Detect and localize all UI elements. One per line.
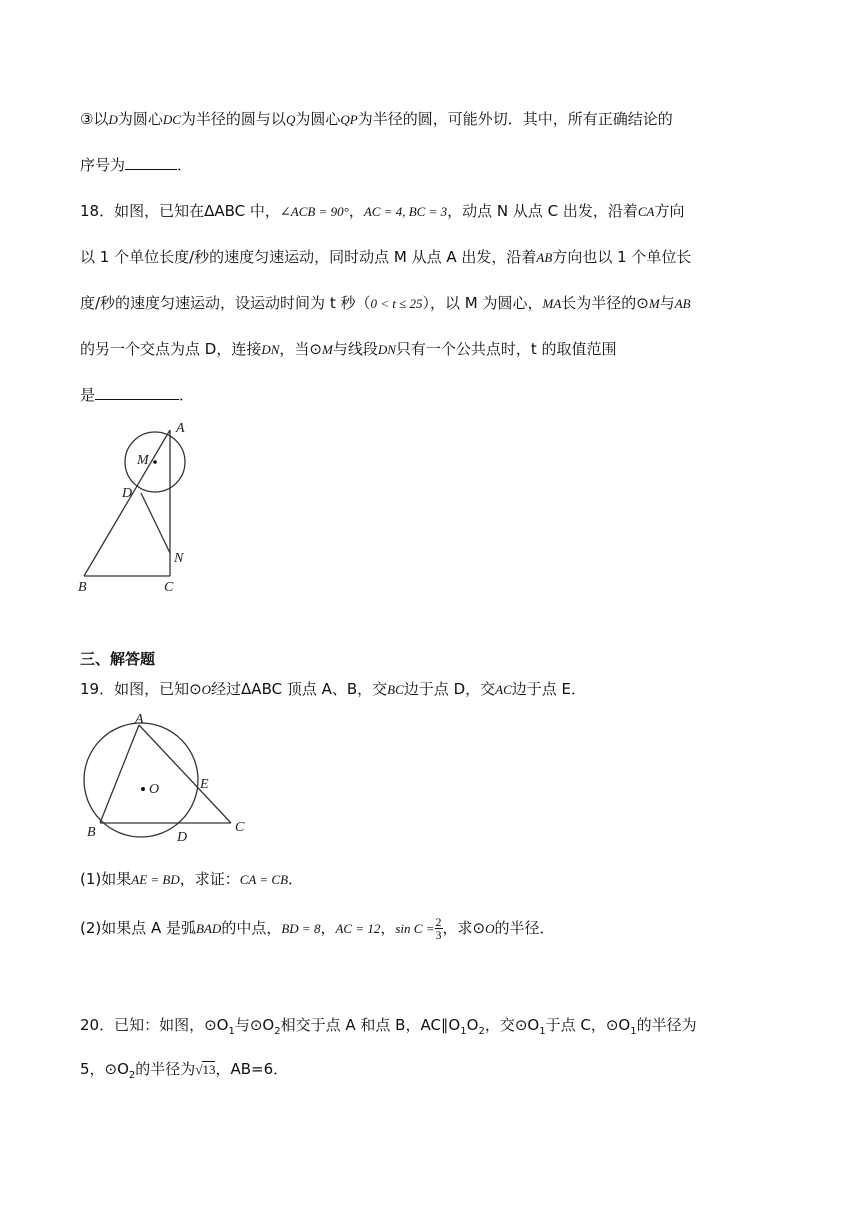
label-c: C <box>164 580 174 595</box>
q18-line-1 <box>80 200 685 223</box>
text: (1)如果 <box>80 870 132 888</box>
text: 长为半径的⊙ <box>561 294 649 312</box>
text: 的半径为 <box>135 1060 196 1078</box>
label-o: O <box>149 782 160 797</box>
q19-line-1 <box>80 678 586 701</box>
text: ，交⊙O <box>484 1016 540 1034</box>
label-n: N <box>174 551 184 566</box>
text: 序号为 <box>80 156 126 174</box>
math: DC <box>162 112 181 127</box>
section-title <box>80 648 155 670</box>
text: ），以 M 为圆心， <box>422 294 543 312</box>
text: ，当⊙ <box>279 340 322 358</box>
text: (2)如果点 A 是弧 <box>80 919 197 937</box>
q19-part-2 <box>80 916 554 941</box>
text: 19．如图，已知⊙ <box>80 680 202 698</box>
text: ，求⊙ <box>442 919 486 937</box>
text: ， <box>380 919 396 937</box>
text: ，求证： <box>179 870 240 888</box>
text: 与线段 <box>332 340 378 358</box>
label-a: A <box>176 421 185 436</box>
q20-line-2 <box>80 1058 288 1087</box>
text: 与 <box>659 294 675 312</box>
math: O <box>485 921 495 936</box>
subscript: 1 <box>228 1026 235 1037</box>
text: 与⊙O <box>234 1016 275 1034</box>
math: AE = BD <box>131 872 180 887</box>
text: 相交于点 A 和点 B，AC∥O <box>280 1016 461 1034</box>
center-dot <box>153 460 157 464</box>
label-a: A <box>135 712 144 727</box>
text: 方向 <box>654 202 685 220</box>
text: 三、解答题 <box>80 650 156 668</box>
label-e: E <box>200 777 209 792</box>
label-d: D <box>177 830 188 845</box>
subscript: 1 <box>630 1026 637 1037</box>
math: BC <box>387 682 404 697</box>
math: Q <box>285 112 296 127</box>
q18-line-4 <box>80 338 617 361</box>
text: 的中点， <box>221 919 282 937</box>
text: 的另一个交点为点 D，连接 <box>80 340 262 358</box>
denominator: 3 <box>435 928 442 942</box>
math: BAD <box>196 921 222 936</box>
text: 为圆心 <box>295 110 341 128</box>
math: 0 < t ≤ 25 <box>370 296 423 311</box>
label-b: B <box>87 825 96 840</box>
text: 方向也以 1 个单位长 <box>552 248 692 266</box>
text: 20．已知：如图，⊙O <box>80 1016 229 1034</box>
radicand: 13 <box>202 1062 216 1077</box>
subscript: 2 <box>478 1026 485 1037</box>
math: DN <box>377 342 396 357</box>
label-c: C <box>235 820 245 835</box>
segment-ab <box>100 725 139 823</box>
subscript: 1 <box>460 1026 467 1037</box>
q17-line-2 <box>80 154 192 176</box>
math: QP <box>340 112 358 127</box>
text: 边于点 D，交 <box>403 680 496 698</box>
text: ． <box>177 156 193 174</box>
answer-blank[interactable] <box>125 154 177 170</box>
answer-blank[interactable] <box>95 384 179 400</box>
math: AB <box>674 296 691 311</box>
math: D <box>108 112 118 127</box>
sqrt: √13 <box>195 1062 216 1077</box>
text: 为圆心 <box>117 110 163 128</box>
text: 18．如图，已知在ΔABC 中， <box>80 202 280 220</box>
math: M <box>321 342 333 357</box>
text: O <box>466 1016 479 1034</box>
text: 是 <box>80 386 96 404</box>
numerator: 2 <box>435 915 442 929</box>
fraction <box>435 916 443 941</box>
text: ， <box>320 919 336 937</box>
math: sin C = <box>395 921 435 936</box>
math: AC = 12 <box>335 921 381 936</box>
segment-ac <box>139 725 231 823</box>
text: 的半径． <box>494 919 555 937</box>
text: 5，⊙O <box>80 1060 129 1078</box>
text: 的半径为 <box>636 1016 697 1034</box>
label-d: D <box>122 486 133 501</box>
subscript: 1 <box>539 1026 546 1037</box>
q18-line-2 <box>80 246 691 269</box>
q20-line-1 <box>80 1014 697 1043</box>
text: ，AB=6． <box>215 1060 289 1078</box>
subscript: 2 <box>274 1026 281 1037</box>
center-dot <box>141 787 145 791</box>
math: AB <box>536 250 553 265</box>
text: ③以 <box>80 110 109 128</box>
label-m: M <box>137 453 149 468</box>
figure-q18 <box>70 415 210 600</box>
q17-line-1 <box>80 108 673 131</box>
segment-dn <box>141 493 170 553</box>
text: 于点 C，⊙O <box>545 1016 631 1034</box>
math: O <box>201 682 212 697</box>
math: AC = 4, BC = 3 <box>363 204 448 219</box>
math: AC <box>495 682 512 697</box>
text: 只有一个公共点时，t 的取值范围 <box>395 340 617 358</box>
math: BD = 8 <box>281 921 321 936</box>
text: ，动点 N 从点 C 出发，沿着 <box>447 202 638 220</box>
text: 以 1 个单位长度/秒的速度匀速运动，同时动点 M 从点 A 出发，沿着 <box>80 248 537 266</box>
text: ， <box>348 202 364 220</box>
text: ． <box>288 870 304 888</box>
text: 经过ΔABC 顶点 A、B，交 <box>211 680 388 698</box>
math: M <box>648 296 660 311</box>
text: 度/秒的速度匀速运动，设运动时间为 t 秒（ <box>80 294 371 312</box>
label-b: B <box>78 580 87 595</box>
q19-part-1 <box>80 868 303 891</box>
math: MA <box>542 296 562 311</box>
math: CA <box>637 204 655 219</box>
text: 边于点 E． <box>511 680 586 698</box>
q18-line-3 <box>80 292 691 315</box>
subscript: 2 <box>128 1070 136 1081</box>
text: 为半径的圆，可能外切．其中，所有正确结论的 <box>357 110 673 128</box>
math: DN <box>261 342 280 357</box>
figure-q19 <box>75 712 260 847</box>
text: ． <box>179 386 195 404</box>
text: 为半径的圆与以 <box>180 110 286 128</box>
math: CA = CB <box>239 872 289 887</box>
q18-line-5 <box>80 384 194 406</box>
math: ∠ACB = 90° <box>279 204 349 219</box>
